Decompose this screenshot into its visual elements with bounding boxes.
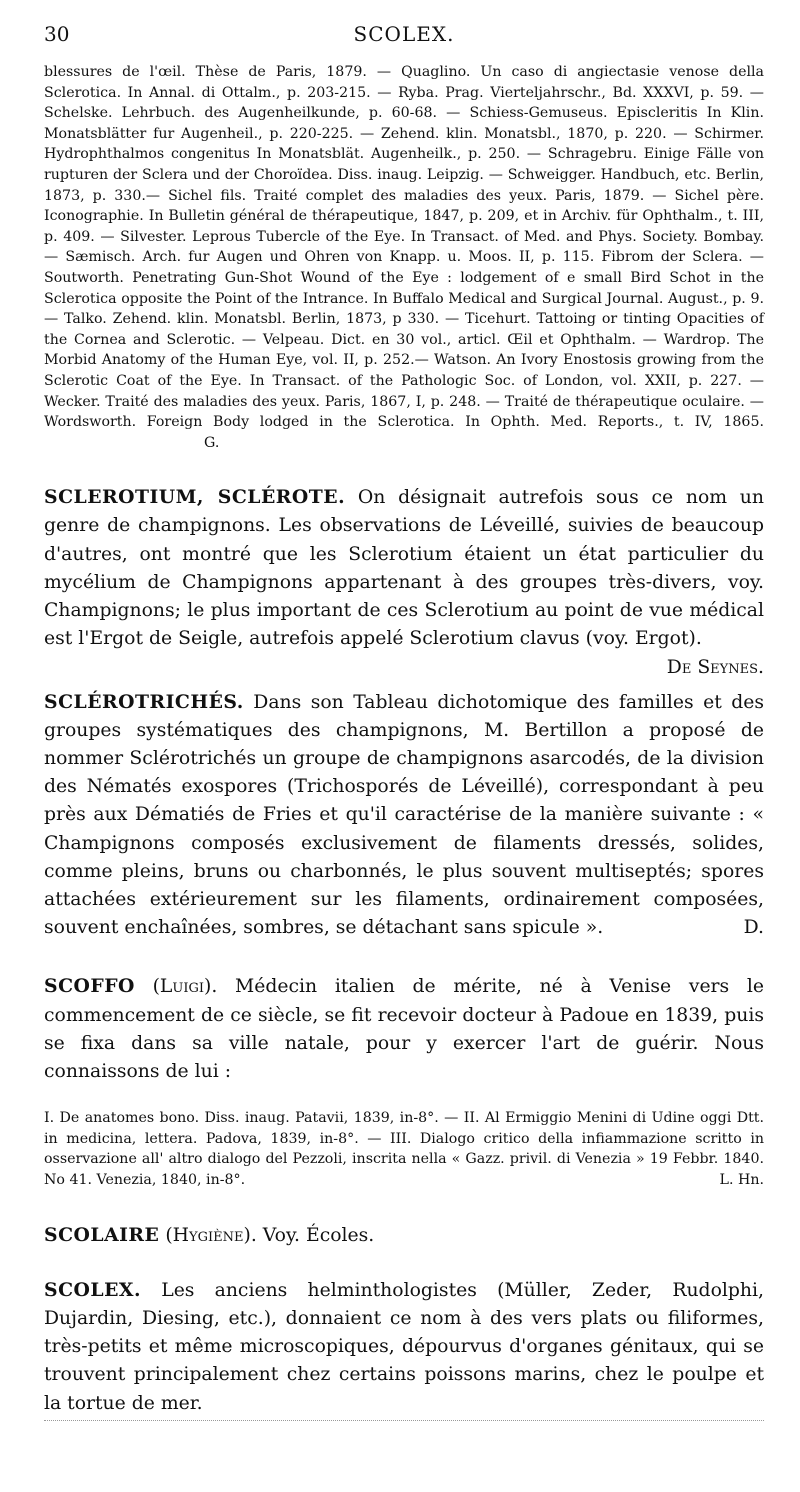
entry-scoffo-bibliography	[44, 1108, 764, 1190]
entry-text: Les anciens helminthologistes (Müller, Zeder, Rudolphi, Dujardin, Diesing, etc.), donnaient ce nom à des vers plats ou filiformes, très-petits et même microscopiques, dépourvus d'organes génitaux, qui se trouvent principalement chez certains poissons marins, chez le poulpe et la tortue de mer.	[44, 1279, 764, 1414]
entry-heading: SCOLAIRE	[44, 1223, 160, 1246]
bibliography-continuation-text: blessures de l'œil. Thèse de Paris, 1879. — Quaglino. Un caso di angiectasie venose della Sclerotica. In Annal. di Ottalm., p. 203-215. — Ryba. Prag. Vierteljahrschr., Bd. XXXVI, p. 59. — Schelske. Lehrbuch. des Augenheilkunde, p. 60-68. — Schiess-Gemuseus. Episcleritis In Klin. Monatsblätter fur Augenheil., p. 220-225. — Zehend. klin. Monatsbl., 1870, p. 220. — Schirmer. Hydrophthalmos congenitus In Monatsblät. Augenheilk., p. 250. — Schragebru. Einige Fälle von rupturen der Sclera und der Choroïdea. Diss. inaug. Leipzig. — Schweigger. Handbuch, etc. Berlin, 1873, p. 330.— Sichel fils. Traité complet des maladies des yeux. Paris, 1879. — Sichel père. Iconographie. In Bulletin général de thérapeutique, 1847, p. 209, et in Archiv. für Ophthalm., t. III, p. 409. — Silvester. Leprous Tubercle of the Eye. In Transact. of Med. and Phys. Society. Bombay. — Sæmisch. Arch. fur Augen und Ohren von Knapp. u. Moos. II, p. 115. Fibrom der Sclera. — Soutworth. Penetrating Gun-Shot Wound of the Eye : lodgement of e small Bird Schot in the Sclerotica opposite the Point of the Intrance. In Buffalo Medical and Surgical Journal. August., p. 9. — Talko. Zehend. klin. Monatsbl. Berlin, 1873, p 330. — Ticehurt. Tattoing or tinting Opacities of the Cornea and Sclerotic. — Velpeau. Dict. en 30 vol., articl. Œil et Ophthalm. — Wardrop. The Morbid Anatomy of the Human Eye, vol. II, p. 252.— Watson. An Ivory Enostosis growing from the Sclerotic Coat of the Eye. In Transact. of the Pathologic Soc. of London, vol. XXII, p. 227. — Wecker. Traité des maladies des yeux. Paris, 1867, I, p. 248. — Traité de thérapeutique oculaire. — Wordsworth. Foreign Body lodged in the Sclerotica. In Ophth. Med. Reports., t. IV, 1865.	[44, 64, 764, 431]
entry-scolex	[44, 1276, 764, 1418]
entry-text: Dans son Tableau dichotomique des familles et des groupes systématiques des champignons, M. Bertillon a proposé de nommer Sclérotrichés un groupe de champignons asarcodés, de la division des Nématés exospores (Trichosporés de Léveillé), correspondant à peu près aux Dématiés de Fries et qu'il caractérise de la manière suivante : « Champignons composés exclusivement de filaments dressés, solides, comme pleins, bruns ou charbonnés, le plus souvent multiseptés; spores attachées extérieurement sur les filaments, ordinairement composées, souvent enchaînées, sombres, se détachant sans spicule ».	[44, 691, 764, 939]
entry-heading-suffix: (Luigi).	[152, 976, 218, 998]
bibliography-signature: L. Hn.	[719, 1171, 764, 1188]
entry-text: On désignait autrefois sous ce nom un genre de champignons. Les observations de Léveillé, suivies de beaucoup d'autres, ont montré que les Sclerotium étaient un état particulier du mycélium de Champignons appartenant à des groupes très-divers, voy. Champignons; le plus important de ces Sclerotium au point de vue médical est l'Ergot de Seigle, autrefois appelé Sclerotium clavus (voy. Ergot).	[44, 487, 764, 650]
entry-heading: SCOLEX.	[44, 1278, 142, 1301]
entry-text: Médecin italien de mérite, né à Venise vers le commencement de ce siècle, se fit recevoir docteur à Padoue en 1839, puis se fixa dans sa ville natale, pour y exercer l'art de guérir. Nous connaissons de lui :	[44, 976, 764, 1082]
entry-heading: SCOFFO	[44, 975, 135, 998]
footer-dotted-rule	[44, 1420, 764, 1421]
entry-text: Voy. Écoles.	[262, 1224, 375, 1246]
entry-heading-suffix: (Hygiène).	[165, 1224, 257, 1246]
entry-sclerotriches	[44, 688, 764, 943]
bibliography-continuation	[44, 62, 764, 453]
page-number: 30	[44, 22, 70, 46]
entry-sclerotium	[44, 483, 764, 678]
page-header	[44, 22, 764, 62]
bibliography-signature: G.	[204, 434, 220, 451]
entry-scolaire	[44, 1221, 764, 1250]
entry-scoffo	[44, 972, 764, 1086]
bibliography-text: I. De anatomes bono. Diss. inaug. Patavii, 1839, in-8°. — II. Al Ermiggio Menini di Udine oggi Dtt. in medicina, lettera. Padova, 1839, in-8°. — III. Dialogo critico della infiammazione scritto in osservazione all' altro dialogo del Pezzoli, inscrita nella « Gazz. privil. di Venezia » 19 Febbr. 1840. No 41. Venezia, 1840, in-8°.	[44, 1110, 764, 1188]
entry-signature: De Seynes.	[666, 656, 764, 678]
page	[44, 22, 764, 1418]
entry-signature: D.	[743, 917, 764, 939]
running-head: SCOLEX.	[353, 22, 455, 46]
entry-heading: SCLEROTIUM, SCLÉROTE.	[44, 486, 346, 509]
entry-heading: SCLÉROTRICHÉS.	[44, 690, 244, 713]
